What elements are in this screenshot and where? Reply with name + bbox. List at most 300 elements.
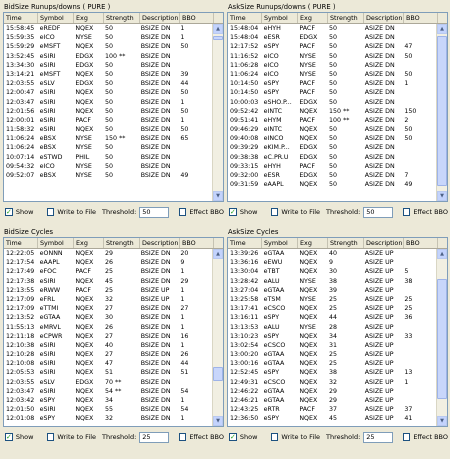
table-cell: 13:52:45 [6,52,35,60]
table-row[interactable] [228,143,436,152]
table-row[interactable] [228,387,436,396]
column-header[interactable]: Symbol [262,238,298,248]
table-cell: 50 [105,70,114,78]
table-cell [402,396,436,405]
table-cell: BSIZE UP [140,295,170,303]
table-cell: ASIZE DN [364,162,395,170]
table-cell: 13:30:04 [230,268,259,276]
table-cell: EDGX [299,144,318,152]
table-cell: 09:46:29 [230,126,259,134]
table-row[interactable] [228,88,436,97]
table-cell: 25 [404,295,413,303]
column-header[interactable]: BBO [180,238,214,248]
table-cell: NQEX [75,250,94,257]
write-to-file-checkbox[interactable] [47,208,54,216]
table-body [4,24,212,201]
table-cell: 12:46:22 [230,387,259,395]
threshold-label: Threshold: [326,433,361,441]
table-row[interactable] [4,258,212,267]
write-to-file-checkbox[interactable] [271,433,278,441]
column-header[interactable]: Exg [298,13,328,23]
table-row[interactable] [4,134,212,143]
table-cell [402,341,436,350]
ask-runups-panel [227,3,448,219]
table-cell: 1 [180,268,185,276]
table-row[interactable] [4,341,212,350]
table-cell: BSIZE DN [140,144,171,152]
table-row[interactable] [228,42,436,51]
table-cell: NQEX [299,397,318,404]
table-cell: eTSM [263,295,281,303]
table-cell: eSIRI [39,277,56,285]
table-cell: 27 [105,351,114,359]
column-header[interactable]: Description [366,14,403,22]
table-row[interactable] [228,277,436,286]
table-cell: 13:00:20 [230,351,259,359]
table-row[interactable] [228,295,436,304]
table-row[interactable] [4,162,212,171]
table-row[interactable] [4,332,212,341]
table-row[interactable] [228,249,436,258]
table-cell: ASIZE UP [364,314,394,322]
table-row[interactable] [4,350,212,359]
table-cell: eSLV [39,378,55,386]
scroll-up-icon[interactable]: ▲ [437,24,447,34]
table-row[interactable] [228,313,436,322]
column-header[interactable]: Exg [298,238,328,248]
table-row[interactable] [4,414,212,423]
table-cell: 1 [404,80,409,88]
table-cell: NYSE [75,172,92,179]
table-row[interactable] [4,313,212,322]
table-cell: eCSCO [263,378,286,386]
table-row[interactable] [4,396,212,405]
table-row[interactable] [4,79,212,88]
table-cell: NQEX [299,341,318,349]
table-cell: 16 [180,332,189,340]
scroll-up-icon[interactable]: ▲ [213,249,223,259]
table-cell: 12:17:09 [6,295,35,303]
table-row[interactable] [4,378,212,387]
table-row[interactable] [228,153,436,162]
table-cell: eREDF [39,25,61,32]
table-cell: 15:48:04 [230,25,259,32]
table-cell: eINTC [263,126,282,134]
table-cell: NYSE [75,162,92,170]
scroll-up-icon[interactable]: ▲ [213,24,223,34]
table-cell: NQEX [299,314,318,322]
table-cell [402,98,436,107]
table-cell: NQEX [75,387,94,395]
table-cell: eTBT [263,268,280,276]
table-row[interactable] [228,414,436,423]
table-row[interactable] [228,267,436,276]
show-checkbox[interactable]: ✓ [6,432,12,441]
write-to-file-label: Write to File [281,208,321,216]
table-cell: 40 [105,341,114,349]
table-cell [178,162,212,171]
table-cell: 12:01:50 [6,406,35,414]
write-to-file-checkbox[interactable] [47,433,54,441]
scroll-up-icon[interactable]: ▲ [437,249,447,259]
table-cell: 13 [404,369,413,377]
table-row[interactable] [228,134,436,143]
table-cell: 20 [180,250,189,257]
table-cell [178,378,212,387]
table-cell: 12:17:38 [6,277,35,285]
table-row[interactable] [4,295,212,304]
table-cell: 50 [329,61,338,69]
table-cell: 15:59:29 [6,43,35,51]
table-cell: BSIZE DN [140,34,171,42]
table-row[interactable] [228,304,436,313]
table-cell: 150 ** [105,135,126,143]
column-header[interactable]: Exg [74,13,104,23]
table-cell: ASIZE UP [364,268,394,276]
table-row[interactable] [228,332,436,341]
table-cell: NQEX [299,369,318,377]
table-row[interactable] [4,387,212,396]
scroll-down-icon[interactable]: ▼ [213,191,223,201]
bid-cycles-table[interactable] [3,237,224,427]
table-cell: 50 [404,135,413,143]
table-cell: 15:59:35 [6,34,35,42]
column-header[interactable]: Strength [328,238,364,248]
table-cell: PACF [299,43,315,51]
table-row[interactable] [4,116,212,125]
column-header[interactable]: Time [228,238,262,248]
table-row[interactable] [4,52,212,61]
table-cell: eSPY [263,332,280,340]
table-cell: NQEX [75,89,94,97]
table-cell: 13:00:16 [230,360,259,368]
table-cell: 44 [180,360,189,368]
table-header [4,13,223,24]
table-cell: BSIZE DN [140,360,171,368]
table-cell: eSPY [263,80,280,88]
table-cell: 11:16:52 [230,52,259,60]
write-to-file-checkbox[interactable] [271,208,278,216]
table-cell: 12:00:47 [6,89,35,97]
table-cell: NQEX [75,25,94,32]
table-row[interactable] [228,52,436,61]
table-cell: eHYH [263,25,281,32]
column-header[interactable]: Time [4,13,38,23]
table-row[interactable] [4,107,212,116]
table-row[interactable] [228,171,436,180]
table-row[interactable] [228,107,436,116]
table-cell: 38 [329,369,338,377]
table-cell: 13:13:53 [230,323,259,331]
table-cell: 09:51:41 [230,116,259,124]
table-cell: ASIZE UP [364,387,394,395]
table-cell: BSIZE DN [140,107,171,115]
table-cell: 50 [105,116,114,124]
table-row[interactable] [228,61,436,70]
column-header[interactable]: BBO [180,13,214,23]
table-cell: eSIRI [39,341,56,349]
table-row[interactable] [228,24,436,33]
table-cell: BSIZE DN [140,153,171,161]
table-row[interactable] [4,267,212,276]
table-row[interactable] [4,153,212,162]
table-header [4,238,223,249]
effect-bbo-checkbox[interactable] [179,208,186,216]
table-row[interactable] [4,143,212,152]
table-row[interactable] [228,180,436,189]
column-header[interactable]: Time [228,13,262,23]
effect-bbo-checkbox[interactable] [403,433,410,441]
table-cell: ASIZE UP [364,332,394,340]
threshold-input[interactable]: 25 [139,432,169,443]
table-cell: eSIRI [39,406,56,414]
table-row[interactable] [4,24,212,33]
table-cell: NQEX [75,259,94,267]
table-cell: eC.PR.U [263,153,289,161]
table-row[interactable] [4,98,212,107]
bid-runups-table[interactable] [3,12,224,202]
table-cell: 12:17:49 [6,268,35,276]
table-row[interactable] [228,286,436,295]
table-cell: eSIRI [39,61,56,69]
table-row[interactable] [228,125,436,134]
table-cell [178,52,212,61]
threshold-input[interactable]: 50 [139,207,169,218]
table-row[interactable] [228,33,436,42]
table-row[interactable] [4,359,212,368]
table-cell: 40 [329,250,338,257]
table-cell: ASIZE DN [364,80,395,88]
scroll-down-icon[interactable]: ▼ [437,191,447,201]
column-header[interactable]: Description [366,239,403,247]
effect-bbo-label: Effect BBO [413,208,449,216]
table-cell: 49 [404,181,413,189]
table-row[interactable] [228,79,436,88]
table-cell: NQEX [299,360,318,368]
scroll-thumb[interactable] [437,36,447,186]
table-row[interactable] [4,405,212,414]
table-cell: 1 [180,34,185,42]
table-row[interactable] [4,304,212,313]
table-cell: BSIZE DN [140,323,171,331]
table-row[interactable] [228,396,436,405]
table-row[interactable] [228,70,436,79]
table-cell [402,286,436,295]
vertical-scrollbar[interactable] [436,249,447,426]
table-cell: ASIZE UP [364,295,394,303]
table-cell: 50 [105,80,114,88]
show-label: Show [239,208,258,216]
table-cell: NQEX [75,98,94,106]
table-cell: 50 [329,52,338,60]
table-row[interactable] [228,162,436,171]
table-cell: 12:03:47 [6,387,35,395]
table-cell: BSIZE DN [140,61,171,69]
table-cell: 12:43:25 [230,406,259,414]
table-cell: 27 [105,332,114,340]
effect-bbo-checkbox[interactable] [403,208,410,216]
table-cell: eONNN [39,250,63,257]
vertical-scrollbar[interactable] [436,24,447,201]
column-header[interactable]: Description [142,239,179,247]
table-cell: NQEX [299,268,318,276]
table-row[interactable] [228,350,436,359]
table-cell: 34 [329,332,338,340]
table-row[interactable] [228,368,436,377]
table-cell: 09:54:32 [6,162,35,170]
panel-title: AskSize Runups/downs ( PURE ) [228,3,336,11]
table-row[interactable] [4,33,212,42]
table-cell: eSLV [39,80,55,88]
table-row[interactable] [4,368,212,377]
table-cell: 1 [180,341,185,349]
table-row[interactable] [4,42,212,51]
table-cell: ASIZE UP [364,378,394,386]
table-cell: 11:06:24 [6,144,35,152]
table-cell: 32 [329,378,338,386]
table-cell: eSPY [263,43,280,51]
table-cell: 11:58:32 [6,126,35,134]
column-header[interactable]: Time [4,238,38,248]
table-row[interactable] [4,88,212,97]
table-row[interactable] [228,116,436,125]
table-cell: 13:36:16 [230,259,259,267]
table-cell: 1 [180,415,185,423]
ask-cycles-table[interactable] [227,237,448,427]
table-cell [402,359,436,368]
scroll-down-icon[interactable]: ▼ [437,416,447,426]
table-cell: ASIZE UP [364,323,394,331]
column-header[interactable]: BBO [404,13,438,23]
table-cell: 12:17:52 [230,43,259,51]
table-cell: 25 [329,305,338,313]
show-checkbox[interactable]: ✓ [230,432,236,441]
table-row[interactable] [4,323,212,332]
table-cell: eSIRI [39,89,56,97]
table-cell: NQEX [75,43,94,51]
table-cell: 28 [329,323,338,331]
table-row[interactable] [4,249,212,258]
column-header[interactable]: Strength [328,13,364,23]
table-row[interactable] [4,125,212,134]
show-checkbox[interactable]: ✓ [230,207,236,216]
table-cell: 29 [105,250,114,257]
table-row[interactable] [4,70,212,79]
table-row[interactable] [4,286,212,295]
column-header[interactable]: Symbol [38,238,74,248]
scroll-thumb[interactable] [437,279,447,399]
table-cell: 12:17:09 [6,305,35,313]
table-body [228,24,436,201]
table-row[interactable] [4,171,212,180]
table-cell: NYSE [299,61,316,69]
table-row[interactable] [4,277,212,286]
table-cell: 32 [105,295,114,303]
table-cell: BSIZE DN [140,305,171,313]
table-cell: NQEX [299,135,318,143]
table-cell: NQEX [75,360,94,368]
table-cell: 25 [329,360,338,368]
table-cell: NQEX [299,351,318,359]
table-cell: 25 [404,305,413,313]
table-row[interactable] [4,61,212,70]
table-cell: eMSFT [39,43,61,51]
table-row[interactable] [228,359,436,368]
table-cell: EDGX [299,98,318,106]
table-row[interactable] [228,405,436,414]
vertical-scrollbar[interactable] [212,249,223,426]
table-cell: 54 [180,406,189,414]
table-cell: NYSE [75,135,92,143]
show-checkbox[interactable]: ✓ [6,207,12,216]
table-cell: 50 [105,153,114,161]
table-cell: 13:28:42 [230,277,259,285]
table-cell [402,258,436,267]
table-cell: 31 [329,341,338,349]
table-cell [402,153,436,162]
table-cell: eTTMI [39,305,59,313]
table-cell: NQEX [75,277,94,285]
table-cell: ASIZE UP [364,341,394,349]
effect-bbo-checkbox[interactable] [179,433,186,441]
table-cell: eALU [263,323,280,331]
table-row[interactable] [228,378,436,387]
table-cell: ASIZE DN [364,70,395,78]
table-cell: eAAPL [39,259,60,267]
table-cell: 25 [105,286,114,294]
column-header[interactable]: BBO [404,238,438,248]
table-cell: EDGX [299,34,318,42]
table-cell: 09:40:08 [230,135,259,143]
table-cell: NQEX [75,314,94,322]
column-header[interactable]: Description [142,14,179,22]
table-row[interactable] [228,98,436,107]
threshold-input[interactable]: 50 [363,207,393,218]
table-cell: eESR [263,34,280,42]
table-cell: 50 [180,89,189,97]
write-to-file-label: Write to File [281,433,321,441]
column-header[interactable]: Symbol [38,13,74,23]
threshold-input[interactable]: 25 [363,432,393,443]
table-cell: eRTR [263,406,280,414]
scroll-thumb[interactable] [213,367,223,381]
column-header[interactable]: Strength [104,13,140,23]
scroll-down-icon[interactable]: ▼ [213,416,223,426]
table-cell: ASIZE DN [364,135,395,143]
table-cell: NQEX [299,305,318,313]
table-cell [402,24,436,33]
table-row[interactable] [228,258,436,267]
table-row[interactable] [228,323,436,332]
table-cell: NYSE [299,295,316,303]
table-cell: ASIZE UP [364,259,394,267]
table-cell: 1 [180,397,185,404]
table-cell: BSIZE DN [140,369,171,377]
table-cell: eSIRI [39,116,56,124]
column-header[interactable]: Symbol [262,13,298,23]
column-header[interactable]: Exg [74,238,104,248]
table-row[interactable] [228,341,436,350]
vertical-scrollbar[interactable] [212,24,223,201]
column-header[interactable]: Strength [104,238,140,248]
table-cell: 50 [404,126,413,134]
table-cell: ASIZE UP [364,286,394,294]
ask-runups-table[interactable] [227,12,448,202]
table-cell: 1 [180,116,185,124]
scroll-thumb[interactable] [213,36,223,40]
table-cell: 12:46:21 [230,397,259,404]
table-cell: 38 [404,277,413,285]
